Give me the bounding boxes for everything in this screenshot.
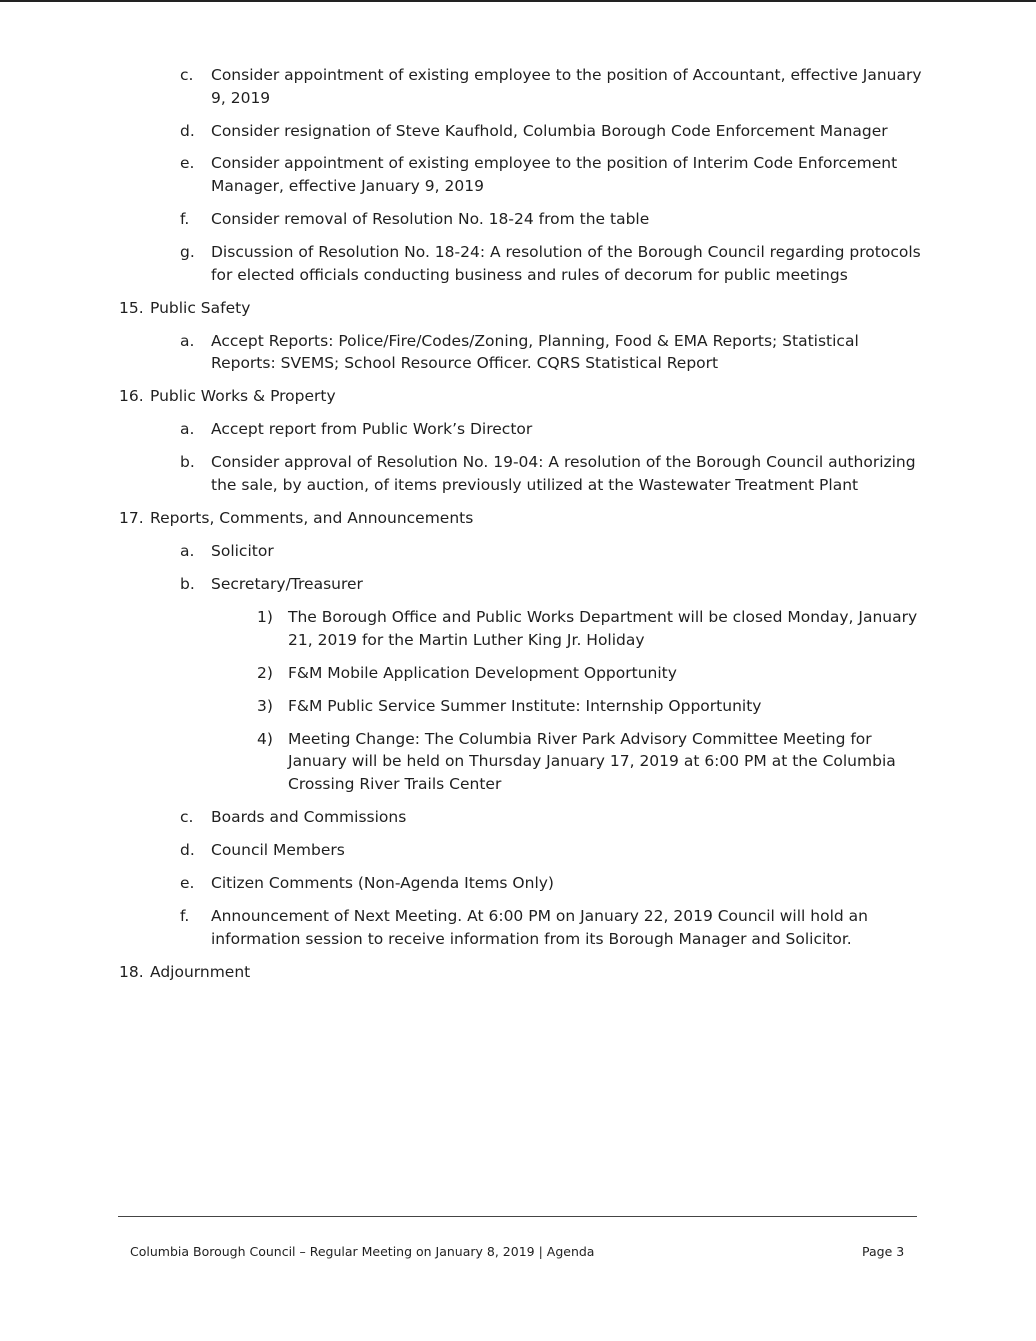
item17b4-marker: 4) [257,730,273,748]
item17f-line1: Announcement of Next Meeting. At 6:00 PM on January 22, 2019 Council will hold an [211,907,868,925]
item16-title: Public Works & Property [150,387,336,405]
item17b2-marker: 2) [257,664,273,682]
item15a-marker: a. [180,332,195,350]
item14e-line2: Manager, effective January 9, 2019 [211,177,484,195]
item15a-line1: Accept Reports: Police/Fire/Codes/Zoning, Planning, Food & EMA Reports; Statistical [211,332,859,350]
footer-rule [118,1216,917,1217]
item17d-marker: d. [180,841,195,859]
item14f-line1: Consider removal of Resolution No. 18-24 from the table [211,210,650,228]
item16b-line1: Consider approval of Resolution No. 19-04: A resolution of the Borough Council authorizing [211,453,916,471]
item16b-marker: b. [180,453,195,471]
item17d-line1: Council Members [211,841,345,859]
item17c-line1: Boards and Commissions [211,808,407,826]
item14g-line1: Discussion of Resolution No. 18-24: A resolution of the Borough Council regarding protocols [211,243,921,261]
item15a-line2: Reports: SVEMS; School Resource Officer. CQRS Statistical Report [211,354,719,372]
item17b2-line1: F&M Mobile Application Development Opportunity [288,664,677,682]
item17a-marker: a. [180,542,195,560]
item17b4-line2: January will be held on Thursday January 17, 2019 at 6:00 PM at the Columbia [288,752,896,770]
item17-title: Reports, Comments, and Announcements [150,509,474,527]
item16-marker: 16. [119,387,144,405]
item17b-line1: Secretary/Treasurer [211,575,363,593]
footer-left-text: Columbia Borough Council – Regular Meeting on January 8, 2019 | Agenda [130,1244,595,1259]
item14g-marker: g. [180,243,195,261]
item17b1-line2: 21, 2019 for the Martin Luther King Jr. Holiday [288,631,645,649]
item14f-marker: f. [180,210,190,228]
item17a-line1: Solicitor [211,542,274,560]
item17b4-line3: Crossing River Trails Center [288,775,502,793]
item17b1-marker: 1) [257,608,273,626]
item17f-line2: information session to receive information from its Borough Manager and Solicitor. [211,930,852,948]
item14e-line1: Consider appointment of existing employee to the position of Interim Code Enforcement [211,154,898,172]
item15-title: Public Safety [150,299,251,317]
item14e-marker: e. [180,154,195,172]
item14c-marker: c. [180,66,194,84]
item14d-line1: Consider resignation of Steve Kaufhold, Columbia Borough Code Enforcement Manager [211,122,888,140]
item17f-marker: f. [180,907,190,925]
item17b-marker: b. [180,575,195,593]
item16b-line2: the sale, by auction, of items previously utilized at the Wastewater Treatment Plant [211,476,859,494]
item15-marker: 15. [119,299,144,317]
item14g-line2: for elected officials conducting business and rules of decorum for public meetings [211,266,848,284]
item16a-line1: Accept report from Public Work’s Director [211,420,533,438]
item17-marker: 17. [119,509,144,527]
item14c-line2: 9, 2019 [211,89,271,107]
item17b1-line1: The Borough Office and Public Works Department will be closed Monday, January [288,608,918,626]
item18-title: Adjournment [150,963,251,981]
item17b3-marker: 3) [257,697,273,715]
item14c-line1: Consider appointment of existing employee to the position of Accountant, effective January [211,66,922,84]
item18-marker: 18. [119,963,144,981]
item17b4-line1: Meeting Change: The Columbia River Park Advisory Committee Meeting for [288,730,872,748]
item17e-marker: e. [180,874,195,892]
item17b3-line1: F&M Public Service Summer Institute: Internship Opportunity [288,697,762,715]
item17e-line1: Citizen Comments (Non-Agenda Items Only) [211,874,554,892]
item14d-marker: d. [180,122,195,140]
item16a-marker: a. [180,420,195,438]
item17c-marker: c. [180,808,194,826]
footer-page-number: Page 3 [862,1244,905,1259]
